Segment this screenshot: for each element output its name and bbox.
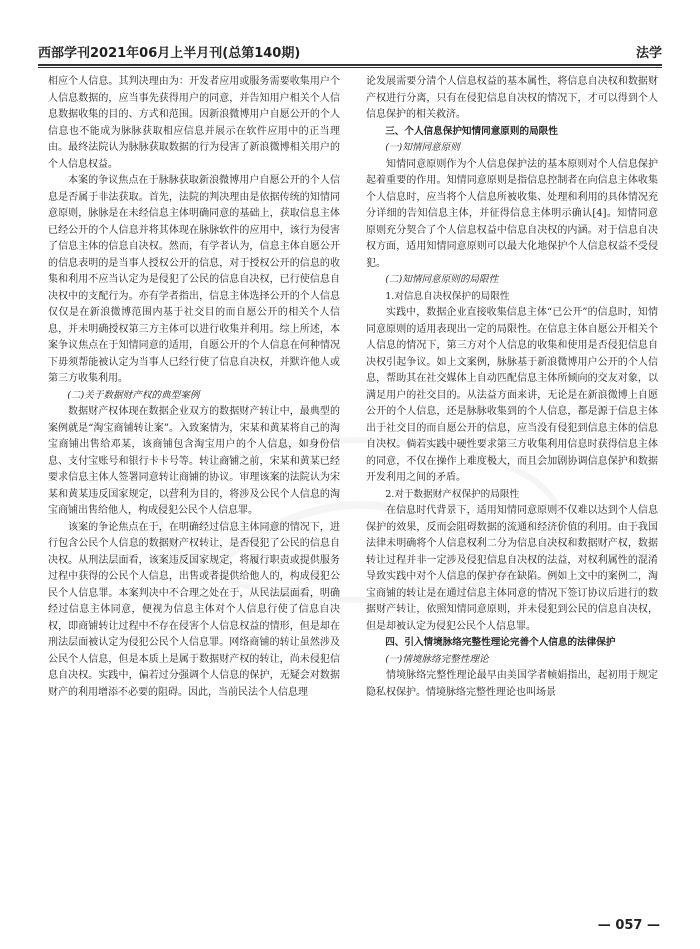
running-header <box>38 40 662 62</box>
paragraph: 本案的争议焦点在于脉脉获取新浪微博用户自愿公开的个人信息是否属于非法获取。首先，法院的判决理由是依据传统的知情同意原则，脉脉是在未经信息主体明确同意的基础上，获取信息主体已经公开的个人信息并将其体现在脉脉软件的应用中，该行为侵害了信息主体的信息自决权。然而，有学者认为，信息主体自愿公开的信息表明的是当事人授权公开的信息，对于授权公开的信息的收集和利用不应当认定为是侵犯了公民的信息自决权，已行使信息自决权中的支配行为。亦有学者指出，信息主体选择公开的个人信息仅仅是在新浪微博范围内基于社交目的而自愿公开的相关个人信息，并未明确授权第三方主体可以进行收集并利用。综上所述，本案争议焦点在于知情同意的适用，自愿公开的个人信息在何种情况下毋须帮能被认定为当事人已经行使了信息自决权，并默许他人或第三方收集利用。 <box>48 175 340 384</box>
header-rule <box>38 64 662 66</box>
left-column <box>48 74 340 910</box>
paragraph: 在信息时代背景下，适用知情同意原则不仅难以达到个人信息保护的效果，反而会阻碍数据的流通和经济价值的利用。由于我国法律未明确将个人信息权利二分为信息自决权和数据财产权，数据转让过程并非一定涉及侵犯信息自决权的法益，对权利属性的混淆导致实践中对个人信息的保护存在缺陷。例如上文中的案例二，淘宝商铺的转让是在通过信息主体同意的情况下签订协议后进行的数据财产转让，依照知情同意原则，并未侵犯到公民的信息自决权，但是却被认定为侵犯公民个人信息罪。 <box>366 505 658 632</box>
header-rule-thin <box>38 67 662 68</box>
section-heading: 三、个人信息保护知情同意原则的局限性 <box>385 125 558 137</box>
paragraph: 相应个人信息。其判决理由为：开发者应用或服务需要收集用户个人信息数据的，应当事先获得用户的同意，并告知用户相关个人信息数据收集的目的、方式和范围。因新浪微博用户自愿公开的个人信息也不能成为脉脉获取相应信息并展示在软件应用中的正当理由。最终法院认为脉脉获取数据的行为侵害了新浪微博相关用户的个人信息权益。 <box>48 76 340 170</box>
paragraph: 论发展需要分清个人信息权益的基本属性，将信息自决权和数据财产权进行分离，只有在侵犯信息自决权的情况下，才可以得到个人信息保护的相关救济。 <box>366 76 658 120</box>
page-number: — 057 — <box>597 918 660 933</box>
subsection-heading: (二)关于数据财产权的典型案例 <box>67 389 200 401</box>
item-heading: 2.对于数据财产权保护的局限性 <box>385 488 520 500</box>
section-heading: 四、引入情境脉络完整性理论完善个人信息的法律保护 <box>385 637 616 648</box>
journal-title: 西部学刊2021年06月上半月刊(总第140期) <box>38 46 301 61</box>
item-heading: 1.对信息自决权保护的局限性 <box>385 290 510 302</box>
subsection-heading: (一)情境脉络完整性理论 <box>385 653 489 665</box>
paragraph: 实践中，数据企业直接收集信息主体“已公开”的信息时，知情同意原则的适用表现出一定的局限性。在信息主体自愿公开相关个人信息的情况下，第三方对个人信息的收集和使用是否侵犯信息自决权引起争议。如上文案例，脉脉基于新浪微博用户公开的个人信息，帮助其在社交媒体上自动匹配信息主体所倾向的交友对象，以满足用户的社交目的。从法益方面来讲，无论是在新浪微博上自愿公开的个人信息，还是脉脉收集到的个人信息，都是源于信息主体出于社交目的而自愿公开的信息，应当没有侵犯到信息主体的信息自决权。倘若实践中硬性要求第三方收集利用信息时获得信息主体的同意，不仅在操作上难度极大，而且会加剧协调信息保护和数据开发利用之间的矛盾。 <box>366 307 658 483</box>
section-label: 法学 <box>635 46 662 61</box>
paragraph: 该案的争论焦点在于，在明确经过信息主体同意的情况下，进行包含公民个人信息的数据财产权转让，是否侵犯了公民的信息自决权。从刑法层面看，该案违反国家规定，将履行职责或提供服务过程中获得的公民个人信息，出售或者提供给他人的，构成侵犯公民个人信息罪。本案判决中不合理之处在于，从民法层面看，明确经过信息主体同意，便视为信息主体对个人信息行使了信息自决权，即商铺转让过程中不存在侵害个人信息权益的情形，但是却在刑法层面被认定为侵犯公民个人信息罪。网络商铺的转让虽然涉及公民个人信息，但是本质上是属于数据财产权的转让，尚未侵犯信息自决权。实践中，偏若过分强调个人信息的保护，无疑会对数据财产的利用增添不必要的阻碍。因此，当前民法个人信息理 <box>48 521 340 698</box>
paragraph: 情境脉络完整性理论最早由美国学者帧娟指出，起初用于规定隐私权保护。情境脉络完整性理论也叫场景 <box>366 670 658 698</box>
paragraph: 数据财产权体现在数据企业双方的数据财产转让中，最典型的案例就是“淘宝商铺转让案”。入致案情为，宋某和黄某将自己的淘宝商铺出售给邓某，该商铺包含淘宝用户的个人信息，如身份信息、支付宝账号和银行卡卡号等。转让商铺之前，宋某和黄某已经要求信息主体人签署同意转让商铺的协议。审理该案的法院认为宋某和黄某违反国家规定，以营利为目的，将涉及公民个人信息的淘宝商铺出售给他人，构成侵犯公民个人信息罪。 <box>48 406 340 516</box>
paragraph: 知情同意原则作为个人信息保护法的基本原则对个人信息保护起着重要的作用。知情同意原则是指信息控制者在向信息主体收集个人信息时，应当将个人信息所被收集、处理和利用的具体情况充分详细的告知信息主体，并征得信息主体明示确认[4]。知情同意原则充分契合了个人信息权益中信息自决权的内涵。对于信息自决权方面，适用知情同意原则可以最大化地保护个人信息权益不受侵犯。 <box>366 158 658 269</box>
subsection-heading: (一)知情同意原则 <box>385 142 460 153</box>
right-column <box>366 74 658 910</box>
subsection-heading: (二)知情同意原则的局限性 <box>385 274 499 285</box>
